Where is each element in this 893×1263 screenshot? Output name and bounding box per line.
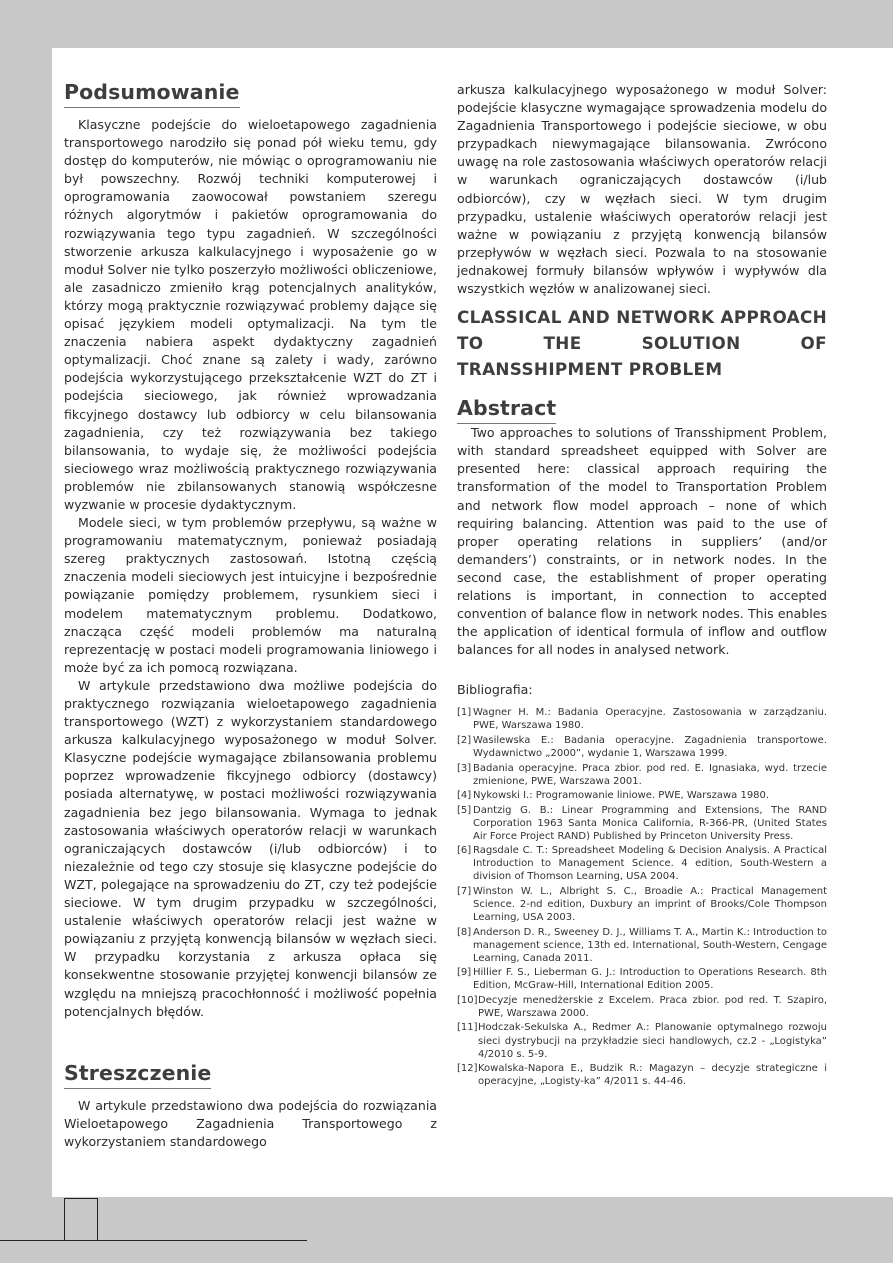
abstract-heading: Abstract <box>457 396 556 424</box>
bibliography-item <box>457 1021 827 1060</box>
streszczenie-paragraph: W artykule przedstawiono dwa podejścia do rozwiązania Wieloetapowego Zagadnienia Transportowego z wykorzystaniem standardowego <box>64 1097 437 1149</box>
bibliography-item <box>457 885 827 924</box>
page-sheet <box>52 48 893 1197</box>
bibliography-text: Winston W. L., Albright S. C., Broadie A.: Practical Management Science. 2-nd edition, Duxbury an imprint of Brooks/Cole Thompson Learning, USA 2003. <box>473 885 827 924</box>
bibliography-number: [11] <box>457 1022 478 1034</box>
footer-rule <box>0 1240 307 1241</box>
bibliography-text: Decyzje menedżerskie z Excelem. Praca zbior. pod red. T. Szapiro, PWE, Warszawa 2000. <box>478 994 827 1019</box>
abstract-paragraph: Two approaches to solutions of Transshipment Problem, with standard spreadsheet equipped with Solver are presented here: classical approach requiring the transformation of the model to Transportation Problem and network flow model approach – none of which requiring balancing. Attention was paid to the use of proper operating relations in suppliers’ (and/or demanders’) constraints, or in network nodes. In the second case, the establishment of proper operating relations is important, in connection to accepted convention of balance flow in network nodes. This enables the application of identical formula of inflow and outflow balances for all nodes in analysed network. <box>457 425 827 658</box>
bibliography-text: Wagner H. M.: Badania Operacyjne. Zastosowania w zarządzaniu. PWE, Warszawa 1980. <box>473 707 827 732</box>
bibliography-text: Hillier F. S., Lieberman G. J.: Introduction to Operations Research. 8th Edition, McGraw-Hill, International Edition 2005. <box>473 967 827 992</box>
bibliography-item <box>457 706 827 732</box>
bibliography-text: Badania operacyjne. Praca zbior. pod red. E. Ignasiaka, wyd. trzecie zmienione, PWE, Warszawa 2001. <box>473 762 827 787</box>
bibliography-number: [6] <box>457 845 472 857</box>
english-title: CLASSICAL AND NETWORK APPROACH TO THE SOLUTION OF TRANSSHIPMENT PROBLEM <box>457 307 827 380</box>
bibliography-text: Hodczak-Sekulska A., Redmer A.: Planowanie optymalnego rozwoju sieci dystrybucji na przykładzie sieci handlowych, cz.2 - „Logistyka” 4/2010 s. 5-9. <box>478 1022 827 1060</box>
podsumowanie-heading: Podsumowanie <box>64 80 240 108</box>
bibliography-text: Ragsdale C. T.: Spreadsheet Modeling & Decision Analysis. A Practical Introduction to Management Science. 4 edition, South-Western a division of Thomson Learning, USA 2004. <box>473 845 827 883</box>
bibliography-number: [4] <box>457 790 472 802</box>
bibliography-number: [2] <box>457 734 472 746</box>
bibliography-list <box>457 706 827 1088</box>
bibliography-item <box>457 789 827 802</box>
bibliography-number: [10] <box>457 994 478 1006</box>
left-column <box>64 80 437 1151</box>
right-column <box>457 81 827 1090</box>
bibliography-text: Nykowski I.: Programowanie liniowe. PWE, Warszawa 1980. <box>473 790 770 802</box>
bibliography-text: Kowalska-Napora E., Budzik R.: Magazyn – decyzje strategiczne i operacyjne, „Logisty-ka” 4/2011 s. 44-46. <box>478 1063 827 1088</box>
bibliography-number: [7] <box>457 885 472 897</box>
bibliography-number: [9] <box>457 967 472 979</box>
bibliography-item <box>457 844 827 883</box>
bibliography-text: Anderson D. R., Sweeney D. J., Williams T. A., Martin K.: Introduction to management science, 13th ed. International, South-Western, Cengage Learning, Canada 2011. <box>473 926 827 964</box>
bibliography-item <box>457 926 827 965</box>
bibliography-text: Wasilewska E.: Badania operacyjne. Zagadnienia transportowe. Wydawnictwo „2000”, wydanie 1, Warszawa 1999. <box>473 734 827 760</box>
bibliography-item <box>457 734 827 760</box>
streszczenie-continuation: arkusza kalkulacyjnego wyposażonego w moduł Solver: podejście klasyczne wymagające sprowadzenia modelu do Zagadnienia Transportowego i podejście sieciowe, w obu przypadkach niewymagające bilansowania. Zwrócono uwagę na role zastosowania właściwych operatorów relacji w warunkach ograniczających dostawców (i/lub odbiorców), czy w węzłach sieci. W tym drugim przypadku, ustalenie właściwych operatorów relacji jest ważne w powiązaniu z przyjętą konwencją bilansów przepływów w węzłach sieci. Pozwala to na stosowanie jednakowej formuły bilansów wpływów i wypływów dla wszystkich węzłów w analizowanej sieci. <box>457 82 827 297</box>
bibliography-item <box>457 1062 827 1088</box>
bibliography-number: [12] <box>457 1063 478 1075</box>
bibliography-item <box>457 966 827 992</box>
bibliography-number: [3] <box>457 762 472 774</box>
bibliography-text: Dantzig G. B.: Linear Programming and Extensions, The RAND Corporation 1963 Santa Monica California, R-366-PR, (United States Air Force Project RAND) Published by Princeton University Press. <box>473 804 827 842</box>
page-number-box <box>64 1198 98 1240</box>
bibliography-item <box>457 804 827 843</box>
bibliography-number: [5] <box>457 804 472 816</box>
bibliography-number: [8] <box>457 926 472 938</box>
bibliography-item <box>457 762 827 788</box>
bibliography-number: [1] <box>457 707 472 719</box>
podsumowanie-paragraph-1: Klasyczne podejście do wieloetapowego zagadnienia transportowego narodziło się ponad pół wieku temu, gdy dostęp do komputerów, nie mówiąc o oprogramowaniu nie był powszechny. Rozwój techniki komputerowej i oprogramowania zaowocował powstaniem szeregu różnych algorytmów i pakietów oprogramowania do rozwiązywania tego typu zagadnień. W szczególności stworzenie arkusza kalkulacyjnego i wyposażenie go w moduł Solver nie tylko poszerzyło możliwości obliczeniowe, ale zasadniczo zmieniło krąg potencjalnych analityków, którzy mogą praktycznie rozwiązywać problemy dające się opisać językiem modeli optymalizacji. Na tym tle znaczenia nabiera aspekt dydaktyczny zagadnień optymalizacji. Choć znane są zalety i wady, zarówno podejścia wykorzystującego przekształcenie WZT do ZT i podejścia sieciowego, jak również wprowadzania fikcyjnego dostawcy lub odbiorcy w celu bilansowania zagadnienia, czy też rozwiązywania bez takiego bilansowania, to wydaje się, że możliwości podejścia sieciowego wraz możliwością praktycznego rozwiązywania problemów nie zbilansowanych stanowią współczesne wyzwanie w procesie dydaktycznym. <box>64 117 437 512</box>
bibliography-item <box>457 994 827 1020</box>
bibliography-heading: Bibliografia: <box>457 682 533 698</box>
streszczenie-heading: Streszczenie <box>64 1061 211 1089</box>
podsumowanie-paragraph-2: Modele sieci, w tym problemów przepływu, są ważne w programowaniu matematycznym, ponieważ posiadają szereg praktycznych zastosowań. Istotną częścią znaczenia modeli sieciowych jest intuicyjne i bezpośrednie powiązanie pomiędzy problemem, rysunkiem sieci i modelem matematycznym problemu. Dodatkowo, znacząca część modeli problemów ma naturalną reprezentację w postaci modeli programowania liniowego i może być za ich pomocą rozwiązana. <box>64 515 437 675</box>
podsumowanie-paragraph-3: W artykule przedstawiono dwa możliwe podejścia do praktycznego rozwiązania wieloetapowego zagadnienia transportowego (WZT) z wykorzystaniem standardowego arkusza kalkulacyjnego wyposażonego w moduł Solver. Klasyczne podejście wymagające zbilansowania problemu poprzez wprowadzenie fikcyjnego odbiorcy (dostawcy) posiada alternatywę, w postaci możliwości rozwiązywania zagadnienia bez jego bilansowania. Wymaga to jednak zastosowania właściwych operatorów relacji w warunkach ograniczających dostawców (i/lub odbiorców) i to niezależnie od tego czy stosuje się klasyczne podejście do WZT, polegające na sprowadzeniu do ZT, czy też podejście sieciowe. W tym drugim przypadku w szczególności, ustalenie właściwych operatorów relacji jest ważne w powiązaniu z przyjętą konwencją bilansów w węzłach sieci. W przypadku korzystania z arkusza opłaca się konsekwentne stosowanie przyjętej konwencji bilansów ze względu na mniejszą pracochłonność i możliwość popełnia potencjalnych błędów. <box>64 677 437 1019</box>
